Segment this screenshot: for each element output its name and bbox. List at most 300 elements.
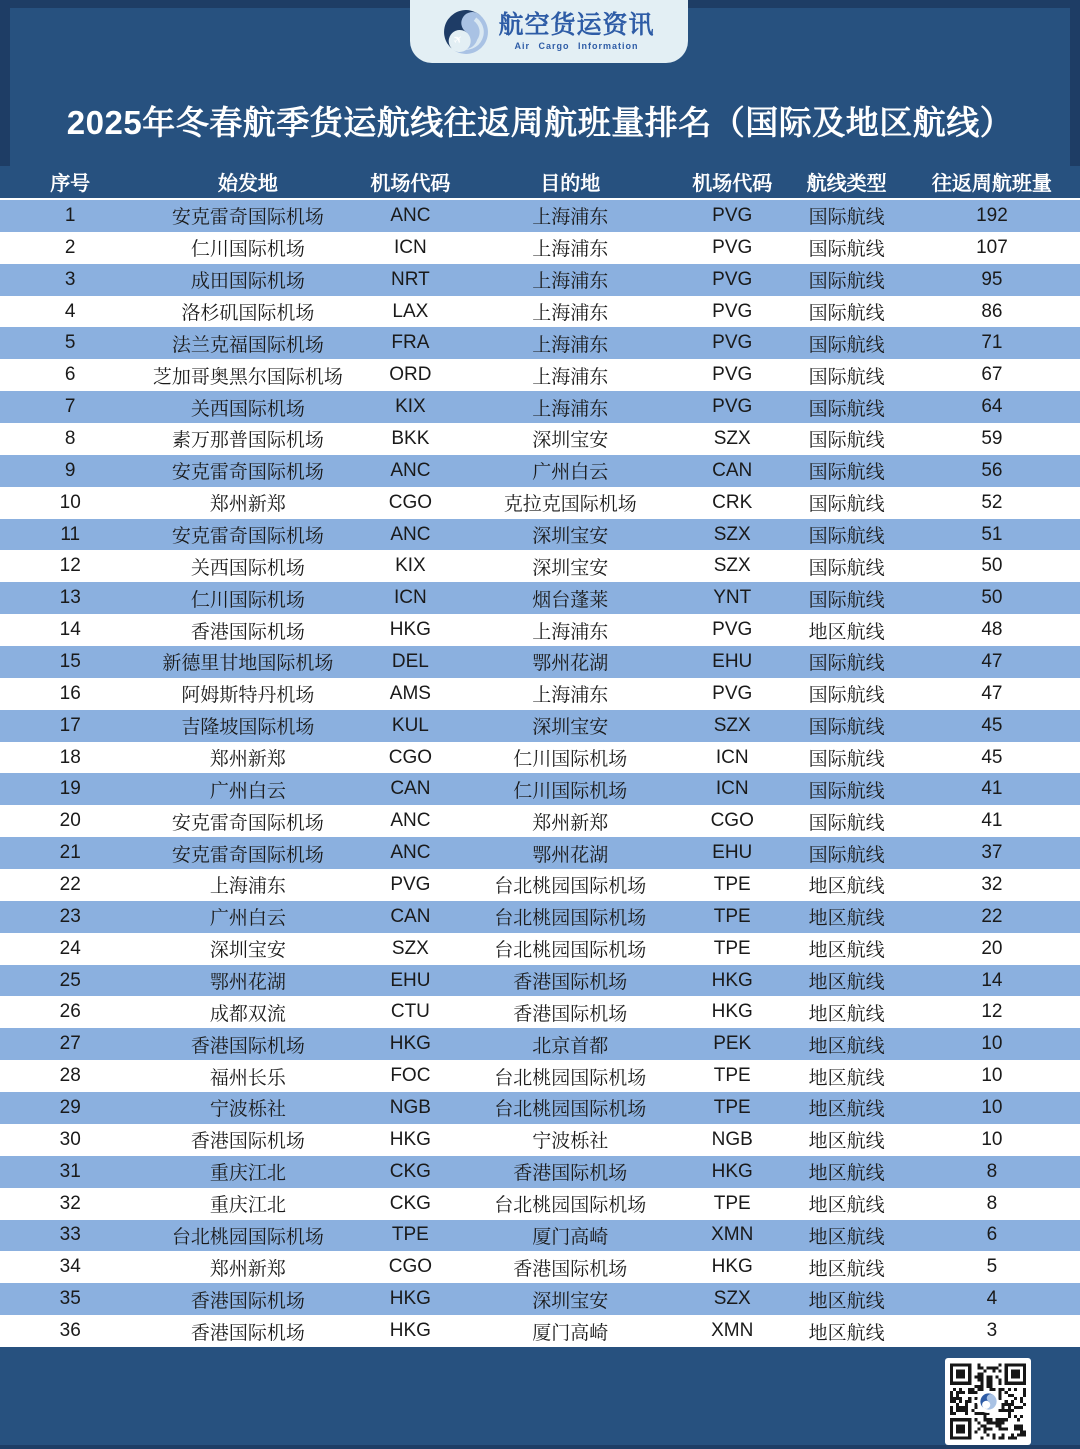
destination-cell: 台北桃园国际机场 bbox=[494, 1067, 647, 1089]
rank-cell: 17 bbox=[59, 714, 81, 736]
destination-code-cell: NGB bbox=[711, 1128, 753, 1150]
origin-code-cell: EHU bbox=[390, 969, 431, 991]
ranking-table bbox=[0, 165, 1080, 1347]
frame-bottom bbox=[0, 1445, 1080, 1449]
weekly-flights-cell: 41 bbox=[981, 810, 1003, 832]
weekly-flights-cell: 22 bbox=[981, 905, 1003, 927]
weekly-flights-cell: 45 bbox=[981, 746, 1003, 768]
route-type-cell: 地区航线 bbox=[808, 876, 885, 898]
table-row bbox=[0, 487, 1080, 519]
destination-code-cell: PVG bbox=[712, 682, 753, 704]
destination-cell: 香港国际机场 bbox=[513, 1163, 628, 1185]
destination-cell: 台北桃园国际机场 bbox=[494, 876, 647, 898]
route-type-cell: 国际航线 bbox=[808, 780, 885, 802]
rank-cell: 18 bbox=[59, 746, 81, 768]
destination-code-cell: SZX bbox=[713, 714, 751, 736]
origin-cell: 吉隆坡国际机场 bbox=[181, 717, 315, 739]
route-type-cell: 地区航线 bbox=[808, 1003, 885, 1025]
rank-cell: 6 bbox=[64, 364, 76, 386]
rank-cell: 20 bbox=[59, 810, 81, 832]
destination-cell: 厦门高崎 bbox=[532, 1226, 609, 1248]
weekly-flights-cell: 10 bbox=[981, 1128, 1003, 1150]
weekly-flights-cell: 45 bbox=[981, 714, 1003, 736]
route-type-cell: 国际航线 bbox=[808, 685, 885, 707]
rank-cell: 13 bbox=[59, 587, 81, 609]
table-row bbox=[0, 614, 1080, 646]
origin-code-cell: HKG bbox=[389, 1320, 431, 1341]
table-body bbox=[0, 200, 1080, 1347]
destination-code-cell: TPE bbox=[713, 905, 751, 927]
table-row bbox=[0, 837, 1080, 869]
route-type-cell: 地区航线 bbox=[808, 1226, 885, 1248]
destination-code-cell: PVG bbox=[712, 396, 753, 418]
weekly-flights-cell: 64 bbox=[981, 396, 1003, 418]
route-type-cell: 国际航线 bbox=[808, 239, 885, 261]
weekly-flights-cell: 59 bbox=[981, 427, 1003, 449]
route-type-cell: 地区航线 bbox=[808, 1258, 885, 1280]
table-row bbox=[0, 646, 1080, 678]
weekly-flights-cell: 4 bbox=[986, 1288, 998, 1310]
route-type-cell: 地区航线 bbox=[808, 1099, 885, 1121]
qr-code bbox=[945, 1358, 1031, 1445]
weekly-flights-cell: 50 bbox=[981, 555, 1003, 577]
destination-cell: 仁川国际机场 bbox=[513, 780, 628, 802]
destination-cell: 上海浦东 bbox=[532, 303, 609, 324]
destination-cell: 烟台蓬莱 bbox=[532, 589, 609, 611]
origin-code-cell: ORD bbox=[389, 364, 432, 386]
table-row bbox=[0, 1251, 1080, 1283]
table-row bbox=[0, 869, 1080, 901]
column-header-1: 序号 bbox=[50, 173, 91, 195]
destination-code-cell: PVG bbox=[712, 619, 753, 641]
origin-code-cell: HKG bbox=[389, 1128, 431, 1150]
weekly-flights-cell: 47 bbox=[981, 650, 1003, 672]
rank-cell: 32 bbox=[59, 1192, 81, 1214]
destination-cell: 深圳宝安 bbox=[532, 526, 609, 548]
origin-code-cell: PVG bbox=[390, 873, 431, 895]
weekly-flights-cell: 6 bbox=[986, 1224, 998, 1246]
destination-code-cell: PVG bbox=[712, 300, 753, 322]
table-row bbox=[0, 1124, 1080, 1156]
route-type-cell: 国际航线 bbox=[808, 557, 885, 579]
destination-code-cell: PVG bbox=[712, 364, 753, 386]
destination-cell: 广州白云 bbox=[532, 462, 609, 484]
rank-cell: 2 bbox=[64, 236, 76, 258]
rank-cell: 5 bbox=[64, 332, 76, 354]
destination-code-cell: EHU bbox=[712, 842, 753, 864]
origin-code-cell: DEL bbox=[391, 650, 429, 672]
destination-cell: 上海浦东 bbox=[532, 271, 609, 293]
destination-cell: 上海浦东 bbox=[532, 239, 609, 261]
origin-cell: 芝加哥奥黑尔国际机场 bbox=[152, 366, 343, 388]
route-type-cell: 国际航线 bbox=[808, 589, 885, 611]
origin-cell: 郑州新郑 bbox=[209, 494, 286, 516]
destination-code-cell: CRK bbox=[712, 491, 753, 513]
table-row bbox=[0, 965, 1080, 997]
origin-cell: 关西国际机场 bbox=[190, 398, 305, 420]
origin-code-cell: ANC bbox=[390, 810, 431, 832]
destination-code-cell: PVG bbox=[712, 204, 753, 226]
destination-code-cell: EHU bbox=[712, 650, 753, 672]
weekly-flights-cell: 12 bbox=[981, 1001, 1003, 1023]
rank-cell: 12 bbox=[59, 555, 81, 577]
airplane-icon: ✈ bbox=[451, 31, 467, 48]
weekly-flights-cell: 56 bbox=[981, 459, 1003, 481]
table-row bbox=[0, 1060, 1080, 1092]
origin-cell: 香港国际机场 bbox=[190, 1322, 305, 1344]
destination-code-cell: CGO bbox=[710, 810, 754, 832]
destination-cell: 台北桃园国际机场 bbox=[494, 908, 647, 930]
route-type-cell: 国际航线 bbox=[808, 749, 885, 771]
destination-code-cell: HKG bbox=[711, 1256, 753, 1278]
destination-cell: 上海浦东 bbox=[532, 621, 609, 643]
route-type-cell: 国际航线 bbox=[808, 271, 885, 293]
origin-cell: 香港国际机场 bbox=[190, 1035, 305, 1057]
rank-cell: 4 bbox=[64, 300, 76, 322]
origin-cell: 香港国际机场 bbox=[190, 1290, 305, 1312]
route-type-cell: 地区航线 bbox=[808, 621, 885, 643]
table-row bbox=[0, 1315, 1080, 1347]
column-header-3: 机场代码 bbox=[370, 173, 451, 195]
origin-cell: 香港国际机场 bbox=[190, 1131, 305, 1153]
brand-subtitle: Air Cargo Information bbox=[514, 40, 639, 51]
route-type-cell: 地区航线 bbox=[808, 1131, 885, 1153]
table-row bbox=[0, 423, 1080, 455]
weekly-flights-cell: 32 bbox=[981, 873, 1003, 895]
origin-code-cell: SZX bbox=[391, 937, 429, 959]
column-header-6: 航线类型 bbox=[806, 173, 887, 195]
origin-cell: 安克雷奇国际机场 bbox=[171, 462, 324, 484]
table-row bbox=[0, 710, 1080, 742]
origin-code-cell: ICN bbox=[394, 587, 427, 609]
weekly-flights-cell: 95 bbox=[981, 268, 1003, 290]
destination-code-cell: PVG bbox=[712, 236, 753, 258]
destination-code-cell: YNT bbox=[713, 587, 752, 609]
origin-code-cell: KUL bbox=[391, 714, 429, 736]
weekly-flights-cell: 20 bbox=[981, 937, 1003, 959]
rank-cell: 7 bbox=[64, 396, 76, 418]
destination-code-cell: PEK bbox=[713, 1033, 752, 1055]
table-row bbox=[0, 550, 1080, 582]
table-row bbox=[0, 200, 1080, 232]
origin-code-cell: KIX bbox=[395, 555, 426, 577]
rank-cell: 35 bbox=[59, 1288, 81, 1310]
origin-cell: 宁波栎社 bbox=[209, 1099, 286, 1121]
route-type-cell: 地区航线 bbox=[808, 1290, 885, 1312]
destination-cell: 台北桃园国际机场 bbox=[494, 1099, 647, 1121]
weekly-flights-cell: 47 bbox=[981, 682, 1003, 704]
rank-cell: 8 bbox=[64, 427, 76, 449]
origin-code-cell: ANC bbox=[390, 204, 431, 226]
destination-code-cell: HKG bbox=[711, 1001, 753, 1023]
route-type-cell: 地区航线 bbox=[808, 908, 885, 930]
origin-code-cell: CGO bbox=[388, 491, 433, 513]
destination-code-cell: TPE bbox=[713, 1065, 751, 1087]
table-row bbox=[0, 742, 1080, 774]
origin-code-cell: FRA bbox=[391, 332, 430, 354]
rank-cell: 1 bbox=[64, 204, 76, 226]
destination-cell: 上海浦东 bbox=[532, 334, 609, 356]
route-type-cell: 国际航线 bbox=[808, 717, 885, 739]
rank-cell: 24 bbox=[59, 937, 81, 959]
destination-code-cell: SZX bbox=[713, 427, 751, 449]
destination-code-cell: HKG bbox=[711, 1160, 753, 1182]
origin-cell: 上海浦东 bbox=[209, 876, 286, 898]
origin-code-cell: ANC bbox=[390, 842, 431, 864]
destination-code-cell: ICN bbox=[715, 778, 749, 800]
table-row bbox=[0, 805, 1080, 837]
table-row bbox=[0, 327, 1080, 359]
origin-cell: 安克雷奇国际机场 bbox=[171, 207, 324, 229]
page-title: 2025年冬春航季货运航线往返周航班量排名（国际及地区航线） bbox=[66, 103, 1014, 141]
brand-plate bbox=[410, 0, 688, 63]
rank-cell: 19 bbox=[59, 778, 81, 800]
origin-cell: 广州白云 bbox=[209, 908, 286, 930]
destination-code-cell: TPE bbox=[713, 1096, 751, 1118]
origin-cell: 香港国际机场 bbox=[190, 621, 305, 643]
route-type-cell: 国际航线 bbox=[808, 653, 885, 675]
origin-code-cell: CGO bbox=[388, 1256, 433, 1278]
origin-code-cell: NRT bbox=[391, 268, 430, 290]
rank-cell: 31 bbox=[59, 1160, 81, 1182]
rank-cell: 9 bbox=[64, 459, 76, 481]
origin-cell: 郑州新郑 bbox=[209, 749, 286, 771]
destination-cell: 北京首都 bbox=[532, 1035, 609, 1057]
rank-cell: 15 bbox=[59, 650, 81, 672]
weekly-flights-cell: 67 bbox=[981, 364, 1003, 386]
route-type-cell: 地区航线 bbox=[808, 1195, 885, 1217]
origin-code-cell: HKG bbox=[389, 1033, 431, 1055]
destination-code-cell: TPE bbox=[713, 937, 751, 959]
weekly-flights-cell: 37 bbox=[981, 842, 1003, 864]
origin-cell: 安克雷奇国际机场 bbox=[171, 812, 324, 834]
table-row bbox=[0, 519, 1080, 551]
origin-cell: 安克雷奇国际机场 bbox=[171, 844, 324, 866]
table-row bbox=[0, 264, 1080, 296]
destination-cell: 深圳宝安 bbox=[532, 557, 609, 579]
origin-cell: 安克雷奇国际机场 bbox=[171, 526, 324, 548]
rank-cell: 22 bbox=[59, 873, 81, 895]
table-row bbox=[0, 1156, 1080, 1188]
column-header-7: 往返周航班量 bbox=[931, 173, 1052, 195]
destination-cell: 鄂州花湖 bbox=[532, 844, 609, 866]
origin-cell: 成田国际机场 bbox=[190, 271, 305, 293]
destination-cell: 上海浦东 bbox=[532, 366, 609, 388]
route-type-cell: 国际航线 bbox=[808, 366, 885, 388]
destination-code-cell: HKG bbox=[711, 969, 753, 991]
origin-code-cell: CKG bbox=[389, 1192, 431, 1214]
weekly-flights-cell: 192 bbox=[976, 204, 1008, 226]
route-type-cell: 国际航线 bbox=[808, 844, 885, 866]
rank-cell: 36 bbox=[59, 1320, 81, 1341]
brand-title: 航空货运资讯 bbox=[498, 11, 655, 39]
destination-code-cell: PVG bbox=[712, 268, 753, 290]
route-type-cell: 国际航线 bbox=[808, 303, 885, 324]
table-row bbox=[0, 359, 1080, 391]
table-row bbox=[0, 933, 1080, 965]
table-row bbox=[0, 773, 1080, 805]
weekly-flights-cell: 50 bbox=[981, 587, 1003, 609]
rank-cell: 26 bbox=[59, 1001, 81, 1023]
origin-cell: 关西国际机场 bbox=[190, 557, 305, 579]
origin-code-cell: HKG bbox=[389, 1288, 431, 1310]
column-header-2: 始发地 bbox=[217, 173, 278, 195]
origin-cell: 素万那普国际机场 bbox=[171, 430, 324, 452]
table-row bbox=[0, 296, 1080, 328]
destination-code-cell: SZX bbox=[713, 555, 751, 577]
route-type-cell: 国际航线 bbox=[808, 462, 885, 484]
origin-code-cell: ICN bbox=[394, 236, 427, 258]
route-type-cell: 地区航线 bbox=[808, 1035, 885, 1057]
weekly-flights-cell: 8 bbox=[986, 1160, 998, 1182]
weekly-flights-cell: 10 bbox=[981, 1033, 1003, 1055]
air-cargo-swirl-logo-icon bbox=[443, 9, 489, 55]
route-type-cell: 国际航线 bbox=[808, 812, 885, 834]
origin-code-cell: AMS bbox=[389, 682, 431, 704]
origin-cell: 阿姆斯特丹机场 bbox=[181, 685, 315, 707]
rank-cell: 30 bbox=[59, 1128, 81, 1150]
route-type-cell: 国际航线 bbox=[808, 334, 885, 356]
origin-cell: 法兰克福国际机场 bbox=[171, 334, 324, 356]
destination-code-cell: SZX bbox=[713, 1288, 751, 1310]
origin-code-cell: KIX bbox=[395, 396, 426, 418]
rank-cell: 21 bbox=[59, 842, 81, 864]
destination-cell: 香港国际机场 bbox=[513, 972, 628, 994]
rank-cell: 23 bbox=[59, 905, 81, 927]
destination-cell: 厦门高崎 bbox=[532, 1322, 609, 1344]
destination-cell: 仁川国际机场 bbox=[513, 749, 628, 771]
origin-cell: 深圳宝安 bbox=[209, 940, 286, 962]
destination-code-cell: TPE bbox=[713, 1192, 751, 1214]
route-type-cell: 国际航线 bbox=[808, 398, 885, 420]
weekly-flights-cell: 51 bbox=[981, 523, 1003, 545]
route-type-cell: 地区航线 bbox=[808, 1067, 885, 1089]
column-header-5: 机场代码 bbox=[692, 173, 773, 195]
origin-code-cell: CAN bbox=[390, 778, 431, 800]
route-type-cell: 国际航线 bbox=[808, 526, 885, 548]
table-row bbox=[0, 1028, 1080, 1060]
destination-cell: 鄂州花湖 bbox=[532, 653, 609, 675]
route-type-cell: 地区航线 bbox=[808, 972, 885, 994]
rank-cell: 34 bbox=[59, 1256, 81, 1278]
destination-code-cell: ICN bbox=[715, 746, 749, 768]
table-row bbox=[0, 1220, 1080, 1252]
origin-code-cell: CKG bbox=[389, 1160, 431, 1182]
route-type-cell: 地区航线 bbox=[808, 1163, 885, 1185]
origin-cell: 福州长乐 bbox=[209, 1067, 286, 1089]
destination-cell: 克拉克国际机场 bbox=[503, 494, 637, 516]
origin-cell: 重庆江北 bbox=[209, 1195, 286, 1217]
destination-cell: 深圳宝安 bbox=[532, 1290, 609, 1312]
origin-code-cell: LAX bbox=[392, 300, 429, 322]
destination-cell: 台北桃园国际机场 bbox=[494, 940, 647, 962]
destination-cell: 香港国际机场 bbox=[513, 1003, 628, 1025]
rank-cell: 11 bbox=[60, 523, 81, 545]
weekly-flights-cell: 10 bbox=[981, 1096, 1003, 1118]
table-row bbox=[0, 1283, 1080, 1315]
origin-cell: 台北桃园国际机场 bbox=[171, 1226, 324, 1248]
destination-cell: 香港国际机场 bbox=[513, 1258, 628, 1280]
rank-cell: 16 bbox=[59, 682, 81, 704]
rank-cell: 3 bbox=[64, 268, 76, 290]
rank-cell: 10 bbox=[59, 491, 81, 513]
rank-cell: 27 bbox=[59, 1033, 81, 1055]
weekly-flights-cell: 10 bbox=[981, 1065, 1003, 1087]
table-row bbox=[0, 391, 1080, 423]
table-row bbox=[0, 582, 1080, 614]
route-type-cell: 地区航线 bbox=[808, 1322, 885, 1344]
origin-code-cell: NGB bbox=[389, 1096, 431, 1118]
weekly-flights-cell: 71 bbox=[981, 332, 1003, 354]
destination-cell: 深圳宝安 bbox=[532, 717, 609, 739]
origin-code-cell: CTU bbox=[390, 1001, 430, 1023]
rank-cell: 25 bbox=[59, 969, 81, 991]
origin-code-cell: HKG bbox=[389, 619, 431, 641]
rank-cell: 29 bbox=[59, 1096, 81, 1118]
destination-code-cell: CAN bbox=[712, 459, 753, 481]
column-header-4: 目的地 bbox=[540, 173, 601, 195]
table-row bbox=[0, 232, 1080, 264]
weekly-flights-cell: 52 bbox=[981, 491, 1003, 513]
origin-code-cell: TPE bbox=[391, 1224, 429, 1246]
weekly-flights-cell: 41 bbox=[981, 778, 1003, 800]
route-type-cell: 地区航线 bbox=[808, 940, 885, 962]
origin-code-cell: ANC bbox=[390, 523, 431, 545]
weekly-flights-cell: 8 bbox=[986, 1192, 998, 1214]
table-row bbox=[0, 901, 1080, 933]
destination-code-cell: PVG bbox=[712, 332, 753, 354]
destination-cell: 台北桃园国际机场 bbox=[494, 1195, 647, 1217]
weekly-flights-cell: 86 bbox=[981, 300, 1003, 322]
origin-code-cell: CAN bbox=[390, 905, 431, 927]
destination-code-cell: SZX bbox=[713, 523, 751, 545]
weekly-flights-cell: 3 bbox=[986, 1320, 998, 1341]
route-type-cell: 国际航线 bbox=[808, 430, 885, 452]
table-row bbox=[0, 678, 1080, 710]
origin-cell: 成都双流 bbox=[209, 1003, 286, 1025]
destination-cell: 深圳宝安 bbox=[532, 430, 609, 452]
destination-cell: 郑州新郑 bbox=[532, 812, 609, 834]
weekly-flights-cell: 48 bbox=[981, 619, 1003, 641]
origin-cell: 仁川国际机场 bbox=[190, 589, 305, 611]
origin-code-cell: CGO bbox=[388, 746, 433, 768]
route-type-cell: 国际航线 bbox=[808, 207, 885, 229]
qr-center-logo-icon bbox=[977, 1391, 999, 1413]
weekly-flights-cell: 5 bbox=[986, 1256, 998, 1278]
destination-code-cell: XMN bbox=[711, 1224, 754, 1246]
origin-cell: 洛杉矶国际机场 bbox=[181, 303, 315, 324]
origin-cell: 鄂州花湖 bbox=[209, 972, 286, 994]
table-row bbox=[0, 996, 1080, 1028]
table-row bbox=[0, 1188, 1080, 1220]
origin-cell: 新德里甘地国际机场 bbox=[162, 653, 334, 675]
destination-code-cell: TPE bbox=[713, 873, 751, 895]
destination-cell: 上海浦东 bbox=[532, 398, 609, 420]
route-type-cell: 国际航线 bbox=[808, 494, 885, 516]
origin-code-cell: ANC bbox=[390, 459, 431, 481]
origin-code-cell: BKK bbox=[391, 427, 430, 449]
origin-cell: 郑州新郑 bbox=[209, 1258, 286, 1280]
origin-cell: 重庆江北 bbox=[209, 1163, 286, 1185]
rank-cell: 14 bbox=[59, 619, 81, 641]
rank-cell: 33 bbox=[59, 1224, 81, 1246]
weekly-flights-cell: 14 bbox=[981, 969, 1003, 991]
rank-cell: 28 bbox=[59, 1065, 81, 1087]
table-row bbox=[0, 455, 1080, 487]
table-header-row bbox=[0, 165, 1080, 200]
origin-cell: 仁川国际机场 bbox=[190, 239, 305, 261]
destination-cell: 宁波栎社 bbox=[532, 1131, 609, 1153]
